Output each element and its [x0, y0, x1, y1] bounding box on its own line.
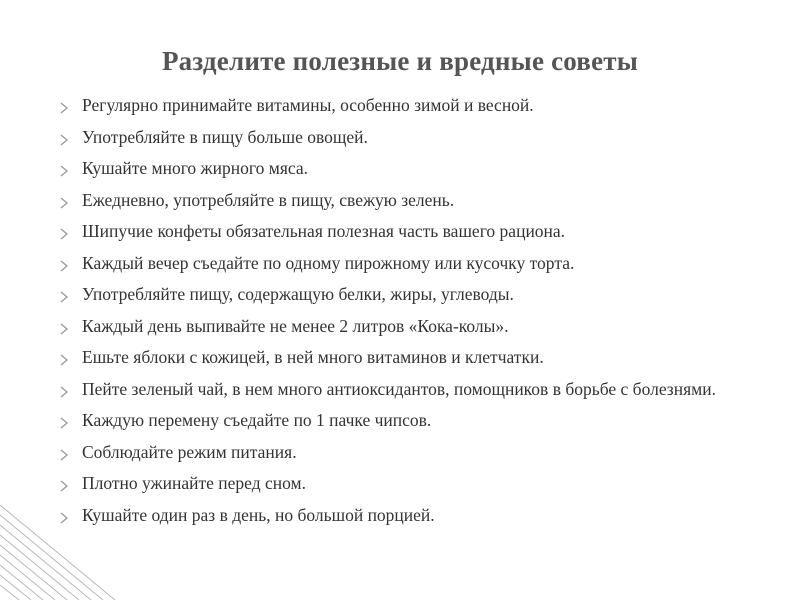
chevron-right-icon: [58, 161, 70, 175]
chevron-right-icon: [58, 319, 70, 333]
list-item: [58, 441, 758, 463]
list-item: [58, 315, 758, 337]
chevron-right-icon: [58, 382, 70, 396]
list-item: [58, 157, 758, 179]
list-item: [58, 346, 758, 368]
slide-title: Разделите полезные и вредные советы: [161, 46, 639, 76]
chevron-right-icon: [58, 193, 70, 207]
chevron-right-icon: [58, 445, 70, 459]
list-item-text: Кушайте много жирного мяса.: [82, 158, 308, 178]
list-item-text: Шипучие конфеты обязательная полезная часть вашего рациона.: [82, 221, 566, 241]
chevron-right-icon: [58, 224, 70, 238]
list-item: [58, 283, 758, 305]
list-item: [58, 126, 758, 148]
list-item-text: Употребляйте пищу, содержащую белки, жиры, углеводы.: [82, 284, 514, 304]
list-item: [58, 409, 758, 431]
list-item-text: Регулярно принимайте витамины, особенно зимой и весной.: [82, 95, 534, 115]
list-item: [58, 504, 758, 526]
list-item-text: Употребляйте в пищу больше овощей.: [82, 126, 368, 147]
chevron-right-icon: [58, 287, 70, 301]
list-item: [58, 472, 758, 494]
list-item-text: Ешьте яблоки с кожицей, в ней много витаминов и клетчатки.: [82, 347, 544, 367]
chevron-right-icon: [58, 350, 70, 364]
list-item: [58, 378, 758, 400]
list-item-text: Ежедневно, употребляйте в пищу, свежую зелень.: [82, 189, 455, 210]
list-item-text: Плотно ужинайте перед сном.: [82, 473, 306, 493]
list-item: [58, 252, 758, 274]
chevron-right-icon: [58, 413, 70, 427]
list-item-text: Каждый вечер съедайте по одному пирожному или кусочку торта.: [82, 252, 575, 273]
list-item: [58, 220, 758, 242]
list-item-text: Соблюдайте режим питания.: [82, 441, 297, 462]
tips-list: [58, 94, 758, 535]
list-item-text: Каждый день выпивайте не менее 2 литров «Кока-колы».: [82, 315, 509, 336]
chevron-right-icon: [58, 476, 70, 490]
list-item-text: Пейте зеленый чай, в нем много антиоксидантов, помощников в борьбе с болезнями.: [82, 378, 716, 399]
list-item: [58, 189, 758, 211]
chevron-right-icon: [58, 130, 70, 144]
list-item: [58, 94, 758, 116]
chevron-right-icon: [58, 256, 70, 270]
list-item-text: Каждую перемену съедайте по 1 пачке чипсов.: [82, 410, 432, 430]
chevron-right-icon: [58, 508, 70, 522]
chevron-right-icon: [58, 98, 70, 112]
list-item-text: Кушайте один раз в день, но большой порцией.: [82, 504, 435, 525]
